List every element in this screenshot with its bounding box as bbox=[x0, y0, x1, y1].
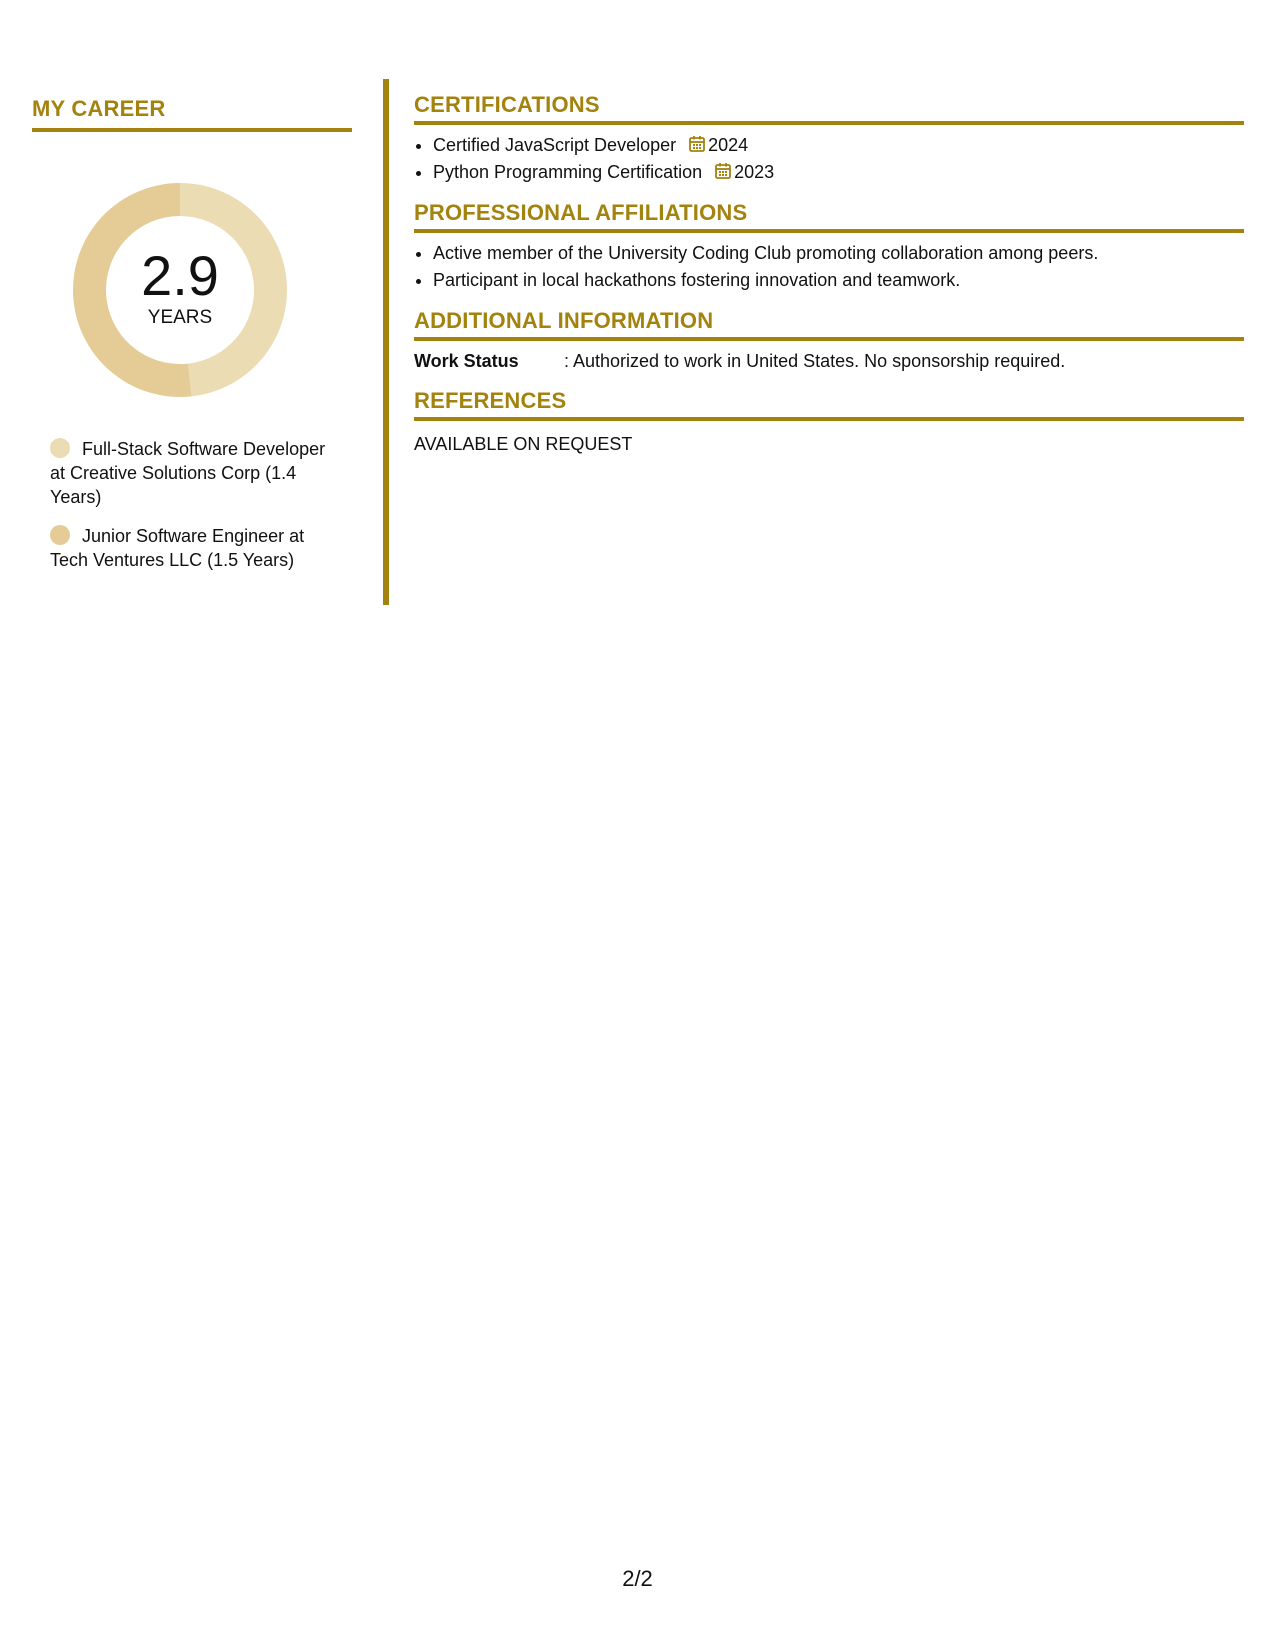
legend-dot-icon bbox=[50, 438, 70, 458]
affiliation-item: • Active member of the University Coding Club promoting collaboration among peers. bbox=[433, 240, 1244, 267]
additional-info-heading: ADDITIONAL INFORMATION bbox=[414, 308, 1244, 341]
affiliation-item: • Participant in local hackathons fostering innovation and teamwork. bbox=[433, 267, 1244, 294]
calendar-icon bbox=[688, 135, 706, 153]
affiliations-heading: PROFESSIONAL AFFILIATIONS bbox=[414, 200, 1244, 233]
legend-item bbox=[50, 524, 330, 572]
work-status-value: : Authorized to work in United States. No sponsorship required. bbox=[564, 351, 1066, 371]
work-status-row bbox=[414, 348, 1244, 374]
references-section bbox=[414, 388, 1244, 457]
legend-label: Full-Stack Software Developer at Creative Solutions Corp (1.4 Years) bbox=[50, 439, 326, 507]
details-column bbox=[414, 92, 1244, 471]
certifications-heading: CERTIFICATIONS bbox=[414, 92, 1244, 125]
legend-item bbox=[50, 437, 330, 509]
certification-year: 2023 bbox=[734, 162, 775, 182]
affiliations-list bbox=[414, 240, 1244, 294]
affiliations-section bbox=[414, 200, 1244, 294]
certification-name: Certified JavaScript Developer bbox=[433, 135, 677, 155]
certification-item bbox=[433, 132, 1244, 159]
total-years-unit: YEARS bbox=[147, 307, 213, 328]
legend-label: Junior Software Engineer at Tech Ventures LLC (1.5 Years) bbox=[50, 526, 305, 570]
certification-year: 2024 bbox=[708, 135, 749, 155]
column-divider bbox=[383, 79, 389, 605]
certification-name: Python Programming Certification bbox=[433, 162, 703, 182]
work-status-label: Work Status bbox=[414, 351, 519, 371]
total-years-value: 2.9 bbox=[141, 244, 219, 307]
certification-item bbox=[433, 159, 1244, 186]
career-heading: MY CAREER bbox=[32, 96, 352, 132]
career-legend bbox=[50, 437, 330, 572]
certifications-list bbox=[414, 132, 1244, 186]
page-number: 2/2 bbox=[622, 1566, 653, 1591]
additional-info-section bbox=[414, 308, 1244, 374]
calendar-icon bbox=[714, 162, 732, 180]
references-text: AVAILABLE ON REQUEST bbox=[414, 434, 633, 454]
career-donut-chart bbox=[65, 175, 295, 405]
donut-center bbox=[65, 175, 295, 405]
legend-dot-icon bbox=[50, 525, 70, 545]
references-heading: REFERENCES bbox=[414, 388, 1244, 421]
certifications-section bbox=[414, 92, 1244, 186]
career-column bbox=[32, 96, 352, 587]
